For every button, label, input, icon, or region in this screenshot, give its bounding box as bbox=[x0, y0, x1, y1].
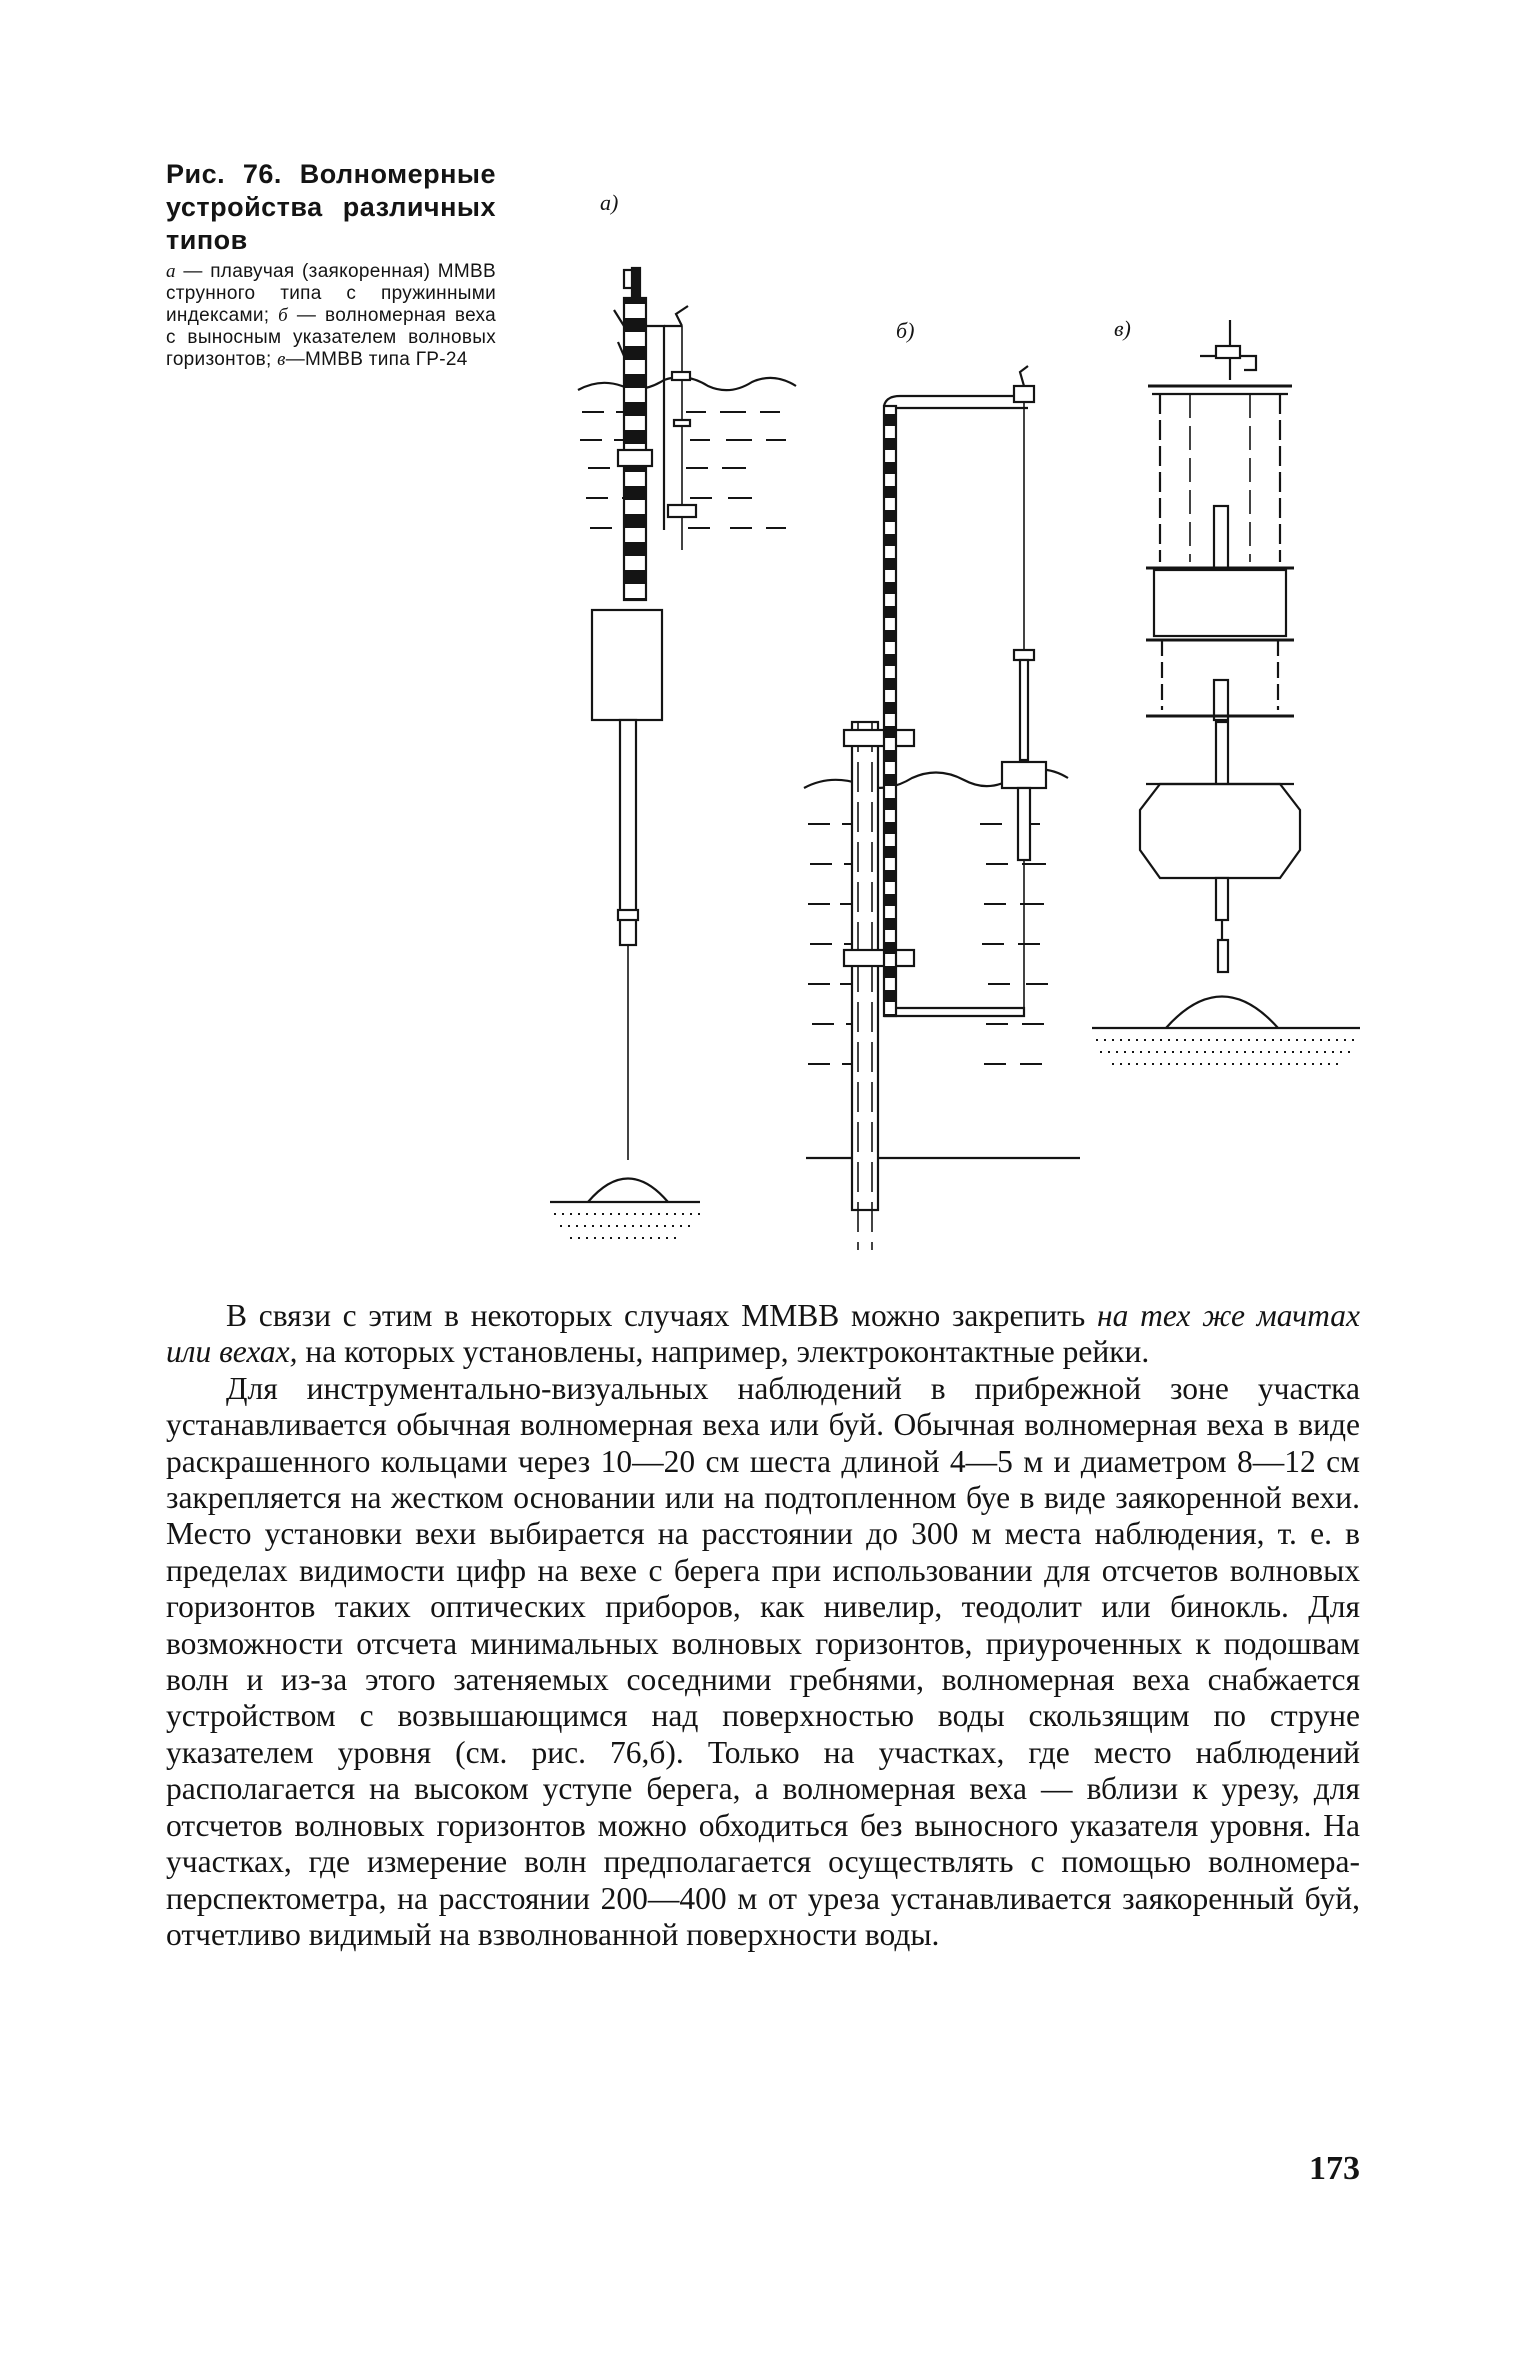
panel-b-pulley bbox=[1014, 386, 1034, 402]
panel-a-anchor bbox=[588, 1179, 668, 1203]
wave-gauge-figure bbox=[540, 150, 1360, 1260]
caption-text-v: —ММВВ типа ГР-24 bbox=[285, 349, 468, 370]
panel-a-level-marker bbox=[668, 505, 696, 517]
panel-b-indicator-cap bbox=[1014, 650, 1034, 660]
panel-a-spring-index-2 bbox=[674, 420, 690, 426]
panel-b-indicator-rod bbox=[1020, 660, 1028, 760]
panel-a-drawing bbox=[550, 190, 796, 1238]
panel-v-neck bbox=[1216, 722, 1228, 786]
panel-v-anchor bbox=[1166, 997, 1278, 1029]
panel-a-tube-end bbox=[618, 910, 638, 920]
caption-text-b: — волномерная веха с выносным указателем волновых горизонтов; bbox=[166, 305, 497, 370]
panel-v-cable-link bbox=[1218, 940, 1228, 972]
caption-mark-a: а bbox=[166, 261, 176, 282]
panel-v-chamber bbox=[1154, 570, 1286, 636]
page-number: 173 bbox=[1309, 2150, 1360, 2187]
panel-b-float-stem bbox=[1018, 788, 1030, 860]
caption-title: Рис. 76. Волномерные устройства различных типов bbox=[166, 159, 496, 255]
figure-caption bbox=[166, 158, 496, 371]
panel-v-float bbox=[1140, 784, 1300, 878]
caption-mark-v: в bbox=[277, 349, 286, 370]
panel-a-seabed-dots bbox=[554, 1214, 700, 1238]
panel-a-brace bbox=[614, 310, 624, 356]
panel-a-string-hook bbox=[676, 306, 688, 326]
panel-b-bottom-arm bbox=[884, 1008, 1024, 1016]
panel-b-upper-clamp bbox=[844, 730, 914, 746]
panel-a-spring-index bbox=[672, 372, 690, 380]
panel-v-seabed-dots bbox=[1096, 1040, 1356, 1064]
panel-v-top-box bbox=[1216, 346, 1240, 358]
paragraph-1 bbox=[166, 1298, 1360, 1371]
panel-b-striped-pole bbox=[884, 406, 896, 1016]
panel-v-label: в) bbox=[1114, 316, 1131, 341]
panel-b-top-arm bbox=[884, 396, 1028, 406]
paragraph-1-start: В связи с этим в некоторых случаях ММВВ можно закрепить bbox=[226, 1298, 1097, 1333]
panel-v-rod-mid bbox=[1214, 680, 1228, 720]
panel-a-label: а) bbox=[600, 190, 619, 215]
paragraph-1-italic: на тех же мачтах или вехах, bbox=[166, 1298, 1360, 1370]
paragraph-1-end: на которых установлены, например, электроконтактные рейки. bbox=[297, 1334, 1150, 1370]
panel-v-central-rod bbox=[1214, 506, 1228, 576]
panel-b-lower-clamp bbox=[844, 950, 914, 966]
paragraph-2: Для инструментально-визуальных наблюдений в прибрежной зоне участка устанавливается обычная волномерная веха или буй. Обычная волномерная веха в виде раскрашенного кольцами через 10—20 см шеста длиной 4—5 м и диаметром 8—12 см закрепляется на жестком основании или на подтопленном буе в виде заякоренной вехи. Место установки вехи выбирается на расстоянии до 300 м места наблюдения, т. е. в пределах видимости цифр на вехе с берега при использовании для отсчетов волновых горизонтов таких оптических приборов, как нивелир, теодолит или бинокль. Для возможности отсчета минимальных волновых горизонтов, приуроченных к подошвам волн и из-за этого затеняемых соседними гребнями, волномерная веха снабжается устройством с возвышающимся над поверхностью воды скользящим по струне указателем уровня (см. рис. 76,б). Только на участках, где место наблюдений располагается на высоком уступе берега, а волномерная веха — вблизи к урезу, для отсчетов волновых горизонтов можно обходиться без выносного указателя уровня. На участках, где измерение волн предполагается осуществлять с помощью волномера-перспектометра, на расстоянии 200—400 м от уреза устанавливается заякоренный буй, отчетливо видимый на взволнованной поверхности воды. bbox=[166, 1370, 1360, 1952]
panel-b-label: б) bbox=[896, 318, 915, 343]
caption-mark-b: б bbox=[278, 305, 289, 326]
panel-b-water-dashes bbox=[808, 824, 1048, 1064]
panel-v-lower-rod bbox=[1216, 878, 1228, 920]
caption-description bbox=[166, 261, 496, 371]
panel-a-float bbox=[592, 610, 662, 720]
caption-text-a: — плавучая (заякоренная) ММВВ струнного типа с пружинными индексами; bbox=[166, 261, 496, 326]
panel-v-drawing bbox=[1092, 316, 1360, 1064]
body-text bbox=[166, 1298, 1360, 1953]
panel-b-pulley-hook bbox=[1020, 366, 1028, 386]
panel-a-clamp bbox=[618, 450, 652, 466]
panel-b-float bbox=[1002, 762, 1046, 788]
panel-b-drawing bbox=[804, 318, 1080, 1250]
